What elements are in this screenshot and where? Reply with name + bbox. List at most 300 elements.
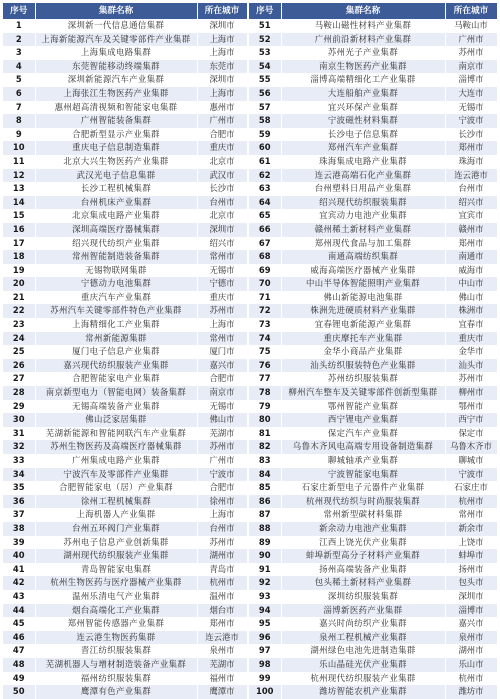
cluster-name: 马鞍山磁性材料产业集群 bbox=[281, 19, 445, 33]
city-name: 无锡市 bbox=[445, 101, 497, 115]
row-number: 45 bbox=[3, 617, 35, 631]
table-row bbox=[3, 73, 247, 87]
table-row bbox=[3, 440, 247, 454]
cluster-name: 徐州工程机械集群 bbox=[35, 495, 197, 509]
cluster-name: 淄博新医药产业集群 bbox=[281, 604, 445, 618]
table-header-row bbox=[249, 3, 497, 19]
row-number: 75 bbox=[249, 345, 281, 359]
table-row bbox=[249, 495, 497, 509]
cluster-name: 乐山晶硅光伏产业集群 bbox=[281, 658, 445, 672]
table-row bbox=[249, 304, 497, 318]
cluster-name: 包头稀土新材料产业集群 bbox=[281, 576, 445, 590]
header-num: 序号 bbox=[249, 3, 281, 19]
city-name: 苏州市 bbox=[197, 536, 247, 550]
row-number: 83 bbox=[249, 454, 281, 468]
city-name: 重庆市 bbox=[445, 332, 497, 346]
city-name: 芜湖市 bbox=[197, 658, 247, 672]
city-name: 杭州市 bbox=[445, 495, 497, 509]
table-row bbox=[249, 155, 497, 169]
cluster-name: 株洲先进硬质材料产业集群 bbox=[281, 304, 445, 318]
row-number: 56 bbox=[249, 87, 281, 101]
table-row bbox=[3, 359, 247, 373]
table-row bbox=[249, 400, 497, 414]
cluster-name: 佛山泛家居集群 bbox=[35, 413, 197, 427]
table-row bbox=[3, 454, 247, 468]
cluster-name: 宁波磁性材料集群 bbox=[281, 114, 445, 128]
cluster-name: 上海机器人产业集群 bbox=[35, 508, 197, 522]
table-row bbox=[249, 631, 497, 645]
row-number: 57 bbox=[249, 101, 281, 115]
city-name: 常州市 bbox=[445, 508, 497, 522]
cluster-name: 宁波智能家电集群 bbox=[281, 468, 445, 482]
row-number: 97 bbox=[249, 644, 281, 658]
cluster-name: 郑州智能传感器产业集群 bbox=[35, 617, 197, 631]
header-num: 序号 bbox=[3, 3, 35, 19]
cluster-name: 南京生物医药产业集群 bbox=[281, 60, 445, 74]
row-number: 20 bbox=[3, 277, 35, 291]
city-name: 珠海市 bbox=[445, 155, 497, 169]
table-row bbox=[3, 536, 247, 550]
row-number: 24 bbox=[3, 332, 35, 346]
city-name: 宁波市 bbox=[445, 468, 497, 482]
city-name: 合肥市 bbox=[197, 481, 247, 495]
cluster-name: 佛山新能源电池集群 bbox=[281, 291, 445, 305]
city-name: 苏州市 bbox=[197, 440, 247, 454]
row-number: 25 bbox=[3, 345, 35, 359]
table-row bbox=[249, 454, 497, 468]
city-name: 南京市 bbox=[445, 60, 497, 74]
cluster-name: 深圳新一代信息通信集群 bbox=[35, 19, 197, 33]
row-number: 17 bbox=[3, 237, 35, 251]
city-name: 徐州市 bbox=[197, 495, 247, 509]
city-name: 南京市 bbox=[197, 386, 247, 400]
table-row bbox=[249, 332, 497, 346]
header-name: 集群名称 bbox=[281, 3, 445, 19]
city-name: 苏州市 bbox=[197, 304, 247, 318]
row-number: 40 bbox=[3, 549, 35, 563]
city-name: 无锡市 bbox=[197, 400, 247, 414]
table-row bbox=[3, 549, 247, 563]
cluster-name: 广州前沿新材料产业集群 bbox=[281, 33, 445, 47]
cluster-table-left bbox=[3, 3, 248, 699]
cluster-name: 杭州生物医药与医疗器械产业集群 bbox=[35, 576, 197, 590]
city-name: 西宁市 bbox=[445, 413, 497, 427]
city-name: 宜宾市 bbox=[445, 209, 497, 223]
cluster-name: 蚌埠新型高分子材料产业集群 bbox=[281, 549, 445, 563]
table-row bbox=[3, 345, 247, 359]
city-name: 北京市 bbox=[197, 209, 247, 223]
cluster-name: 重庆电子信息制造集群 bbox=[35, 141, 197, 155]
city-name: 绍兴市 bbox=[445, 196, 497, 210]
row-number: 1 bbox=[3, 19, 35, 33]
table-row bbox=[249, 644, 497, 658]
cluster-name: 武汉光电子信息集群 bbox=[35, 169, 197, 183]
cluster-name: 珠海集成电路产业集群 bbox=[281, 155, 445, 169]
table-row bbox=[249, 427, 497, 441]
table-row bbox=[249, 237, 497, 251]
table-row bbox=[3, 400, 247, 414]
row-number: 60 bbox=[249, 141, 281, 155]
city-name: 长沙市 bbox=[445, 128, 497, 142]
city-name: 新余市 bbox=[445, 522, 497, 536]
cluster-name: 深圳新能源汽车产业集群 bbox=[35, 73, 197, 87]
cluster-name: 烟台高端化工产业集群 bbox=[35, 604, 197, 618]
table-row bbox=[249, 101, 497, 115]
city-name: 石家庄市 bbox=[445, 481, 497, 495]
cluster-name: 无锡高端装备产业集群 bbox=[35, 400, 197, 414]
table-row bbox=[3, 223, 247, 237]
table-row bbox=[3, 182, 247, 196]
cluster-name: 杭州现代纺织与时尚服装集群 bbox=[281, 495, 445, 509]
city-name: 鹰潭市 bbox=[197, 685, 247, 699]
cluster-name: 合肥智能家电产业集群 bbox=[35, 372, 197, 386]
table-row bbox=[3, 291, 247, 305]
city-name: 淄博市 bbox=[445, 604, 497, 618]
cluster-name: 常州新型碳材料集群 bbox=[281, 508, 445, 522]
cluster-name: 宜宾动力电池产业集群 bbox=[281, 209, 445, 223]
city-name: 宁波市 bbox=[445, 114, 497, 128]
city-name: 武汉市 bbox=[197, 169, 247, 183]
cluster-name: 郑州现代食品与加工集群 bbox=[281, 237, 445, 251]
row-number: 67 bbox=[249, 237, 281, 251]
table-row bbox=[249, 604, 497, 618]
city-name: 宁德市 bbox=[197, 277, 247, 291]
city-name: 常州市 bbox=[197, 250, 247, 264]
row-number: 13 bbox=[3, 182, 35, 196]
cluster-name: 惠州超高清视频和智能家电集群 bbox=[35, 101, 197, 115]
table-row bbox=[249, 318, 497, 332]
cluster-name: 宁德动力电池集群 bbox=[35, 277, 197, 291]
row-number: 85 bbox=[249, 481, 281, 495]
table-row bbox=[249, 73, 497, 87]
row-number: 76 bbox=[249, 359, 281, 373]
cluster-name: 合肥智能家电（居）产业集群 bbox=[35, 481, 197, 495]
cluster-name: 淄博高端精细化工产业集群 bbox=[281, 73, 445, 87]
row-number: 90 bbox=[249, 549, 281, 563]
row-number: 68 bbox=[249, 250, 281, 264]
row-number: 12 bbox=[3, 169, 35, 183]
row-number: 29 bbox=[3, 400, 35, 414]
cluster-table-right bbox=[249, 3, 498, 699]
cluster-name: 上海集成电路集群 bbox=[35, 46, 197, 60]
table-row bbox=[3, 332, 247, 346]
city-name: 上海市 bbox=[197, 508, 247, 522]
cluster-name: 湖州绿色电池先进制造集群 bbox=[281, 644, 445, 658]
row-number: 38 bbox=[3, 522, 35, 536]
city-name: 扬州市 bbox=[445, 563, 497, 577]
table-row bbox=[249, 209, 497, 223]
table-row bbox=[3, 386, 247, 400]
city-name: 合肥市 bbox=[197, 128, 247, 142]
row-number: 49 bbox=[3, 672, 35, 686]
cluster-name: 常州新能源集群 bbox=[35, 332, 197, 346]
row-number: 89 bbox=[249, 536, 281, 550]
cluster-name: 苏州生物医药及高端医疗器械集群 bbox=[35, 440, 197, 454]
cluster-name: 上海新能源汽车及关键零部件产业集群 bbox=[35, 33, 197, 47]
city-name: 嘉兴市 bbox=[197, 359, 247, 373]
table-row bbox=[3, 209, 247, 223]
cluster-name: 扬州高端装备产业集群 bbox=[281, 563, 445, 577]
city-name: 上饶市 bbox=[445, 536, 497, 550]
cluster-name: 重庆汽车产业集群 bbox=[35, 291, 197, 305]
cluster-name: 赣州稀土新材料产业集群 bbox=[281, 223, 445, 237]
cluster-name: 晋江纺织服装集群 bbox=[35, 644, 197, 658]
city-name: 柳州市 bbox=[445, 386, 497, 400]
row-number: 41 bbox=[3, 563, 35, 577]
table-row bbox=[3, 576, 247, 590]
row-number: 10 bbox=[3, 141, 35, 155]
row-number: 84 bbox=[249, 468, 281, 482]
table-row bbox=[3, 631, 247, 645]
table-row bbox=[3, 87, 247, 101]
city-name: 深圳市 bbox=[445, 590, 497, 604]
header-city: 所在城市 bbox=[197, 3, 247, 19]
table-row bbox=[249, 128, 497, 142]
row-number: 70 bbox=[249, 277, 281, 291]
cluster-name: 东莞智能移动终端集群 bbox=[35, 60, 197, 74]
table-row bbox=[249, 413, 497, 427]
row-number: 93 bbox=[249, 590, 281, 604]
row-number: 62 bbox=[249, 169, 281, 183]
city-name: 台州市 bbox=[197, 196, 247, 210]
cluster-name: 苏州电子信息产业创新集群 bbox=[35, 536, 197, 550]
cluster-name: 上海精细化工产业集群 bbox=[35, 318, 197, 332]
row-number: 39 bbox=[3, 536, 35, 550]
city-name: 潍坊市 bbox=[445, 685, 497, 699]
city-name: 赣州市 bbox=[445, 223, 497, 237]
table-row bbox=[3, 413, 247, 427]
row-number: 32 bbox=[3, 440, 35, 454]
table-row bbox=[249, 87, 497, 101]
row-number: 88 bbox=[249, 522, 281, 536]
row-number: 28 bbox=[3, 386, 35, 400]
city-name: 上海市 bbox=[197, 318, 247, 332]
table-row bbox=[249, 141, 497, 155]
row-number: 69 bbox=[249, 264, 281, 278]
row-number: 59 bbox=[249, 128, 281, 142]
row-number: 81 bbox=[249, 427, 281, 441]
table-row bbox=[3, 427, 247, 441]
city-name: 广州市 bbox=[197, 454, 247, 468]
city-name: 包头市 bbox=[445, 576, 497, 590]
city-name: 厦门市 bbox=[197, 345, 247, 359]
cluster-name: 长沙电子信息集群 bbox=[281, 128, 445, 142]
cluster-name: 宁波汽车及零部件产业集群 bbox=[35, 468, 197, 482]
cluster-name: 南京新型电力（智能电网）装备集群 bbox=[35, 386, 197, 400]
cluster-name: 鹰潭有色产业集群 bbox=[35, 685, 197, 699]
cluster-name: 西宁锂电产业集群 bbox=[281, 413, 445, 427]
city-name: 广州市 bbox=[445, 33, 497, 47]
table-header-row bbox=[3, 3, 247, 19]
cluster-name: 湖州现代纺织服装产业集群 bbox=[35, 549, 197, 563]
city-name: 上海市 bbox=[197, 33, 247, 47]
city-name: 合肥市 bbox=[197, 372, 247, 386]
city-name: 乐山市 bbox=[445, 658, 497, 672]
cluster-name: 中山半导体智能照明产业集群 bbox=[281, 277, 445, 291]
city-name: 佛山市 bbox=[197, 413, 247, 427]
row-number: 35 bbox=[3, 481, 35, 495]
table-row bbox=[3, 672, 247, 686]
row-number: 43 bbox=[3, 590, 35, 604]
table-row bbox=[249, 590, 497, 604]
city-name: 福州市 bbox=[197, 672, 247, 686]
table-row bbox=[249, 250, 497, 264]
cluster-name: 台州五环阀门产业集群 bbox=[35, 522, 197, 536]
table-row bbox=[249, 60, 497, 74]
row-number: 42 bbox=[3, 576, 35, 590]
city-name: 青岛市 bbox=[197, 563, 247, 577]
table-row bbox=[249, 169, 497, 183]
city-name: 连云港市 bbox=[197, 631, 247, 645]
cluster-name: 上海张江生物医药产业集群 bbox=[35, 87, 197, 101]
table-row bbox=[3, 250, 247, 264]
table-row bbox=[3, 590, 247, 604]
row-number: 46 bbox=[3, 631, 35, 645]
cluster-name: 鄂州智能产业集群 bbox=[281, 400, 445, 414]
city-name: 嘉兴市 bbox=[445, 617, 497, 631]
table-row bbox=[3, 141, 247, 155]
cluster-name: 广州智能装备集群 bbox=[35, 114, 197, 128]
table-row bbox=[3, 19, 247, 33]
row-number: 100 bbox=[249, 685, 281, 699]
table-row bbox=[3, 101, 247, 115]
city-name: 常州市 bbox=[197, 332, 247, 346]
table-row bbox=[249, 46, 497, 60]
header-city: 所在城市 bbox=[445, 3, 497, 19]
row-number: 3 bbox=[3, 46, 35, 60]
cluster-name: 连云港高端石化产业集群 bbox=[281, 169, 445, 183]
row-number: 2 bbox=[3, 33, 35, 47]
cluster-name: 嘉兴时尚纺织产业集群 bbox=[281, 617, 445, 631]
row-number: 47 bbox=[3, 644, 35, 658]
table-row bbox=[249, 468, 497, 482]
table-row bbox=[249, 291, 497, 305]
city-name: 金华市 bbox=[445, 345, 497, 359]
table-row bbox=[249, 277, 497, 291]
row-number: 26 bbox=[3, 359, 35, 373]
table-row bbox=[3, 604, 247, 618]
city-name: 重庆市 bbox=[197, 141, 247, 155]
table-row bbox=[3, 60, 247, 74]
city-name: 南通市 bbox=[445, 250, 497, 264]
row-number: 73 bbox=[249, 318, 281, 332]
city-name: 连云港市 bbox=[445, 169, 497, 183]
table-row bbox=[249, 359, 497, 373]
row-number: 16 bbox=[3, 223, 35, 237]
city-name: 重庆市 bbox=[197, 291, 247, 305]
cluster-name: 泉州工程机械产业集群 bbox=[281, 631, 445, 645]
row-number: 7 bbox=[3, 101, 35, 115]
cluster-name: 绍兴现代纺织产业集群 bbox=[35, 237, 197, 251]
row-number: 61 bbox=[249, 155, 281, 169]
table-row bbox=[3, 128, 247, 142]
cluster-name: 汕头纺织服装特色产业集群 bbox=[281, 359, 445, 373]
cluster-name: 福州纺织服装集群 bbox=[35, 672, 197, 686]
cluster-name: 杭州现代纺织服装产业集群 bbox=[281, 672, 445, 686]
cluster-name: 江西上饶光伏产业集群 bbox=[281, 536, 445, 550]
city-name: 广州市 bbox=[197, 114, 247, 128]
city-name: 北京市 bbox=[197, 155, 247, 169]
city-name: 绍兴市 bbox=[197, 237, 247, 251]
table-row bbox=[3, 522, 247, 536]
row-number: 31 bbox=[3, 427, 35, 441]
cluster-name: 芜湖新能源和智能网联汽车产业集群 bbox=[35, 427, 197, 441]
cluster-name: 宜兴环保产业集群 bbox=[281, 101, 445, 115]
city-name: 株洲市 bbox=[445, 304, 497, 318]
table-row bbox=[3, 304, 247, 318]
row-number: 27 bbox=[3, 372, 35, 386]
table-row bbox=[3, 264, 247, 278]
cluster-name: 常州智能制造装备集群 bbox=[35, 250, 197, 264]
city-name: 湖州市 bbox=[197, 549, 247, 563]
table-row bbox=[249, 522, 497, 536]
row-number: 77 bbox=[249, 372, 281, 386]
table-row bbox=[249, 223, 497, 237]
table-row bbox=[3, 658, 247, 672]
cluster-name: 深圳纺织服装集群 bbox=[281, 590, 445, 604]
cluster-name: 合肥新型显示产业集群 bbox=[35, 128, 197, 142]
city-name: 长沙市 bbox=[197, 182, 247, 196]
row-number: 50 bbox=[3, 685, 35, 699]
cluster-name: 青岛智能家电集群 bbox=[35, 563, 197, 577]
cluster-name: 嘉兴现代纺织服装产业集群 bbox=[35, 359, 197, 373]
cluster-name: 保定汽车产业集群 bbox=[281, 427, 445, 441]
cluster-name: 芜湖机器人与增材制造装备产业集群 bbox=[35, 658, 197, 672]
row-number: 34 bbox=[3, 468, 35, 482]
city-name: 台州市 bbox=[197, 522, 247, 536]
row-number: 74 bbox=[249, 332, 281, 346]
table-row bbox=[249, 386, 497, 400]
cluster-name: 苏州纺织服装集群 bbox=[281, 372, 445, 386]
row-number: 82 bbox=[249, 440, 281, 454]
city-name: 杭州市 bbox=[197, 576, 247, 590]
table-row bbox=[249, 440, 497, 454]
row-number: 51 bbox=[249, 19, 281, 33]
city-name: 宜春市 bbox=[445, 318, 497, 332]
row-number: 11 bbox=[3, 155, 35, 169]
table-row bbox=[249, 264, 497, 278]
table-row bbox=[3, 33, 247, 47]
row-number: 95 bbox=[249, 617, 281, 631]
row-number: 48 bbox=[3, 658, 35, 672]
row-number: 36 bbox=[3, 495, 35, 509]
city-name: 郑州市 bbox=[445, 141, 497, 155]
city-name: 上海市 bbox=[197, 87, 247, 101]
table-row bbox=[249, 19, 497, 33]
city-name: 马鞍山市 bbox=[445, 19, 497, 33]
cluster-name: 郑州汽车产业集群 bbox=[281, 141, 445, 155]
table-row bbox=[249, 563, 497, 577]
cluster-name: 北京集成电路产业集群 bbox=[35, 209, 197, 223]
cluster-name: 长沙工程机械集群 bbox=[35, 182, 197, 196]
city-name: 泉州市 bbox=[197, 644, 247, 658]
row-number: 79 bbox=[249, 400, 281, 414]
row-number: 18 bbox=[3, 250, 35, 264]
row-number: 98 bbox=[249, 658, 281, 672]
row-number: 19 bbox=[3, 264, 35, 278]
row-number: 22 bbox=[3, 304, 35, 318]
city-name: 保定市 bbox=[445, 427, 497, 441]
table-row bbox=[249, 182, 497, 196]
row-number: 52 bbox=[249, 33, 281, 47]
city-name: 佛山市 bbox=[445, 291, 497, 305]
city-name: 湖州市 bbox=[445, 644, 497, 658]
city-name: 杭州市 bbox=[445, 672, 497, 686]
city-name: 惠州市 bbox=[197, 101, 247, 115]
row-number: 53 bbox=[249, 46, 281, 60]
row-number: 96 bbox=[249, 631, 281, 645]
table-row bbox=[3, 508, 247, 522]
